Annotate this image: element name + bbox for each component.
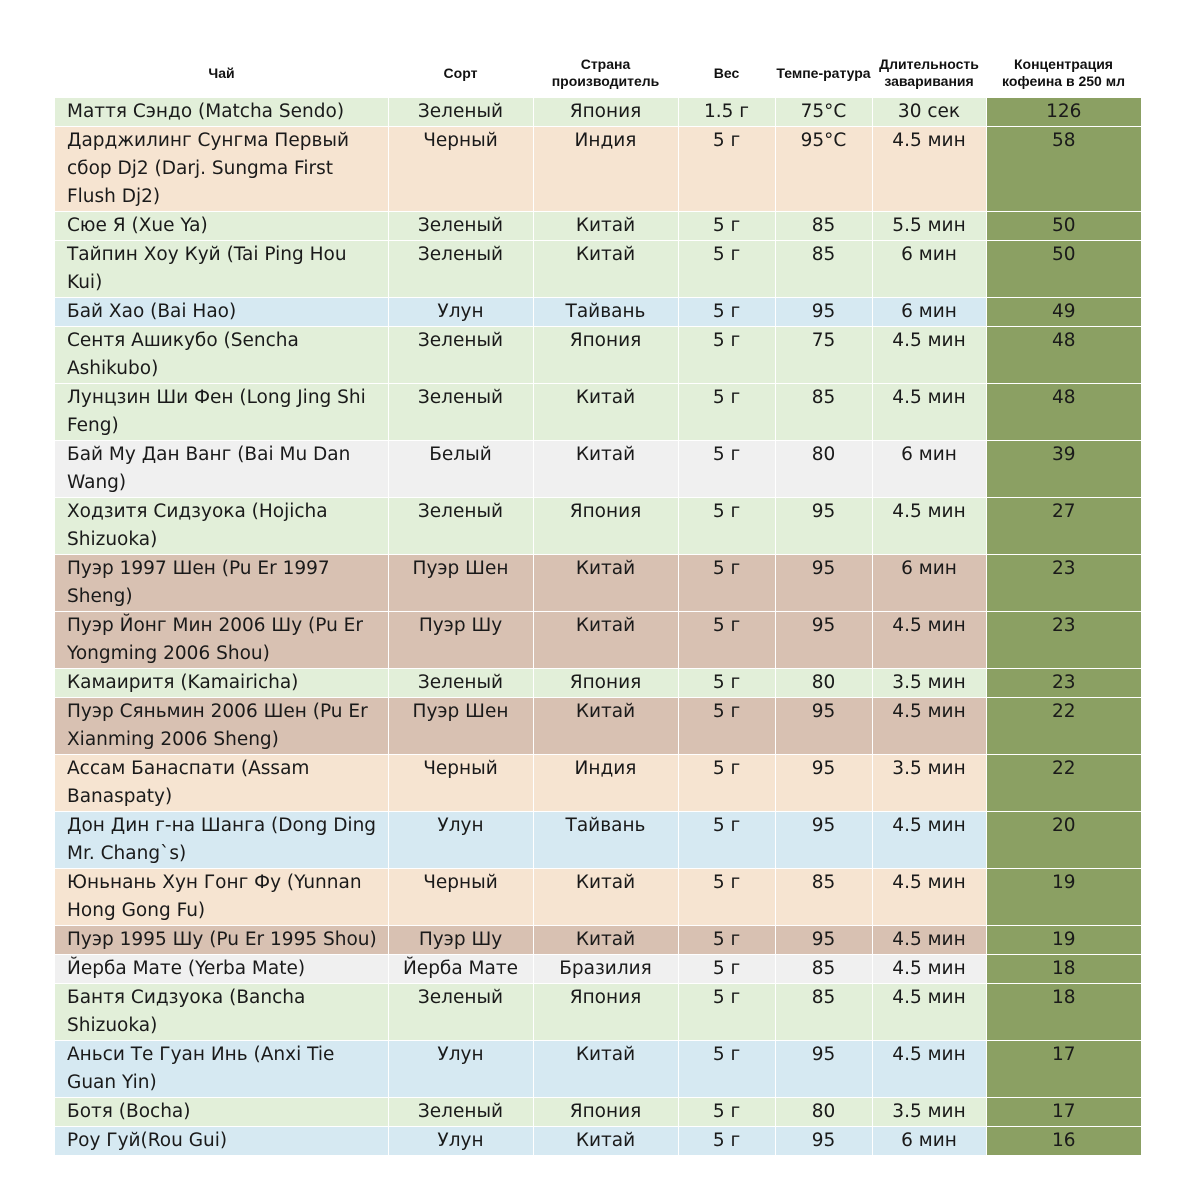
- tea-temperature-cell: 95: [775, 498, 872, 555]
- tea-caffeine-cell: 18: [986, 984, 1141, 1041]
- tea-name-cell: Дон Дин г-на Шанга (Dong Ding Mr. Chang`s): [55, 812, 388, 869]
- tea-kind-cell: Зеленый: [388, 498, 533, 555]
- tea-name-cell: Аньси Те Гуан Инь (Anxi Tie Guan Yin): [55, 1041, 388, 1098]
- tea-name-cell: Ботя (Bocha): [55, 1098, 388, 1127]
- tea-kind-cell: Зеленый: [388, 384, 533, 441]
- tea-kind-cell: Зеленый: [388, 98, 533, 127]
- tea-kind-cell: Пуэр Шен: [388, 555, 533, 612]
- tea-kind-cell: Черный: [388, 127, 533, 212]
- tea-weight-cell: 5 г: [678, 926, 775, 955]
- tea-name-cell: Пуэр 1995 Шу (Pu Er 1995 Shou): [55, 926, 388, 955]
- tea-weight-cell: 5 г: [678, 984, 775, 1041]
- tea-temperature-cell: 85: [775, 869, 872, 926]
- table-row: [55, 98, 1141, 127]
- table-row: [55, 755, 1141, 812]
- tea-country-cell: Китай: [533, 698, 678, 755]
- table-row: [55, 498, 1141, 555]
- tea-name-cell: Тайпин Хоу Куй (Tai Ping Hou Kui): [55, 241, 388, 298]
- tea-country-cell: Индия: [533, 755, 678, 812]
- tea-kind-cell: Пуэр Шу: [388, 612, 533, 669]
- tea-kind-cell: Пуэр Шу: [388, 926, 533, 955]
- tea-weight-cell: 5 г: [678, 755, 775, 812]
- tea-country-cell: Япония: [533, 498, 678, 555]
- table-row: [55, 869, 1141, 926]
- tea-weight-cell: 5 г: [678, 612, 775, 669]
- tea-duration-cell: 4.5 мин: [872, 612, 986, 669]
- tea-kind-cell: Черный: [388, 869, 533, 926]
- tea-caffeine-cell: 22: [986, 755, 1141, 812]
- tea-temperature-cell: 85: [775, 955, 872, 984]
- tea-temperature-cell: 95: [775, 298, 872, 327]
- tea-kind-cell: Улун: [388, 1041, 533, 1098]
- tea-name-cell: Сентя Ашикубо (Sencha Ashikubo): [55, 327, 388, 384]
- tea-temperature-cell: 95: [775, 755, 872, 812]
- tea-name-cell: Пуэр Йонг Мин 2006 Шу (Pu Er Yongming 2006 Shou): [55, 612, 388, 669]
- tea-caffeine-cell: 48: [986, 327, 1141, 384]
- table-row: [55, 241, 1141, 298]
- tea-temperature-cell: 75: [775, 327, 872, 384]
- tea-duration-cell: 3.5 мин: [872, 1098, 986, 1127]
- table-body: [55, 98, 1141, 1156]
- tea-country-cell: Япония: [533, 1098, 678, 1127]
- tea-country-cell: Китай: [533, 441, 678, 498]
- tea-weight-cell: 5 г: [678, 669, 775, 698]
- tea-weight-cell: 5 г: [678, 955, 775, 984]
- tea-duration-cell: 3.5 мин: [872, 669, 986, 698]
- tea-duration-cell: 6 мин: [872, 555, 986, 612]
- table-row: [55, 384, 1141, 441]
- tea-name-cell: Камаиритя (Kamairicha): [55, 669, 388, 698]
- tea-name-cell: Бантя Сидзуока (Bancha Shizuoka): [55, 984, 388, 1041]
- tea-temperature-cell: 95°C: [775, 127, 872, 212]
- tea-weight-cell: 5 г: [678, 241, 775, 298]
- tea-caffeine-cell: 23: [986, 669, 1141, 698]
- tea-weight-cell: 5 г: [678, 1127, 775, 1156]
- tea-caffeine-cell: 23: [986, 612, 1141, 669]
- tea-temperature-cell: 80: [775, 441, 872, 498]
- tea-country-cell: Бразилия: [533, 955, 678, 984]
- table-row: [55, 1098, 1141, 1127]
- tea-duration-cell: 4.5 мин: [872, 127, 986, 212]
- tea-duration-cell: 4.5 мин: [872, 1041, 986, 1098]
- header-temperature: Темпе-ратура: [776, 64, 871, 81]
- tea-duration-cell: 6 мин: [872, 298, 986, 327]
- tea-caffeine-cell: 39: [986, 441, 1141, 498]
- tea-caffeine-cell: 50: [986, 241, 1141, 298]
- tea-temperature-cell: 75°C: [775, 98, 872, 127]
- tea-country-cell: Китай: [533, 212, 678, 241]
- tea-kind-cell: Пуэр Шен: [388, 698, 533, 755]
- table-row: [55, 327, 1141, 384]
- tea-name-cell: Роу Гуй(Rou Gui): [55, 1127, 388, 1156]
- tea-duration-cell: 6 мин: [872, 441, 986, 498]
- tea-country-cell: Япония: [533, 98, 678, 127]
- tea-caffeine-cell: 17: [986, 1041, 1141, 1098]
- tea-temperature-cell: 85: [775, 212, 872, 241]
- tea-temperature-cell: 95: [775, 698, 872, 755]
- tea-temperature-cell: 95: [775, 1041, 872, 1098]
- tea-weight-cell: 5 г: [678, 212, 775, 241]
- tea-weight-cell: 5 г: [678, 698, 775, 755]
- tea-temperature-cell: 95: [775, 555, 872, 612]
- tea-duration-cell: 4.5 мин: [872, 926, 986, 955]
- tea-duration-cell: 30 сек: [872, 98, 986, 127]
- tea-temperature-cell: 85: [775, 241, 872, 298]
- tea-country-cell: Китай: [533, 555, 678, 612]
- tea-caffeine-cell: 27: [986, 498, 1141, 555]
- tea-temperature-cell: 80: [775, 1098, 872, 1127]
- tea-name-cell: Дарджилинг Сунгма Первый сбор Dj2 (Darj. Sungma First Flush Dj2): [55, 127, 388, 212]
- tea-kind-cell: Зеленый: [388, 327, 533, 384]
- tea-weight-cell: 5 г: [678, 441, 775, 498]
- header-caffeine: Концентрация кофеина в 250 мл: [1002, 56, 1125, 89]
- tea-kind-cell: Зеленый: [388, 212, 533, 241]
- header-country: Страна производитель: [551, 56, 660, 89]
- tea-country-cell: Китай: [533, 612, 678, 669]
- tea-weight-cell: 5 г: [678, 384, 775, 441]
- tea-weight-cell: 5 г: [678, 555, 775, 612]
- header-duration: Длительность заваривания: [879, 56, 979, 89]
- tea-kind-cell: Улун: [388, 812, 533, 869]
- tea-temperature-cell: 95: [775, 812, 872, 869]
- tea-duration-cell: 4.5 мин: [872, 384, 986, 441]
- table-row: [55, 984, 1141, 1041]
- tea-name-cell: Ходзитя Сидзуока (Hojicha Shizuoka): [55, 498, 388, 555]
- header-row: [55, 48, 1141, 98]
- tea-caffeine-cell: 50: [986, 212, 1141, 241]
- tea-kind-cell: Улун: [388, 1127, 533, 1156]
- table-row: [55, 555, 1141, 612]
- tea-temperature-cell: 95: [775, 926, 872, 955]
- tea-name-cell: Бай Му Дан Ванг (Bai Mu Dan Wang): [55, 441, 388, 498]
- tea-country-cell: Тайвань: [533, 812, 678, 869]
- tea-name-cell: Сюе Я (Xue Ya): [55, 212, 388, 241]
- header-tea: Чай: [208, 64, 235, 81]
- tea-caffeine-cell: 17: [986, 1098, 1141, 1127]
- tea-weight-cell: 1.5 г: [678, 98, 775, 127]
- tea-kind-cell: Зеленый: [388, 984, 533, 1041]
- tea-name-cell: Бай Хао (Bai Hao): [55, 298, 388, 327]
- tea-temperature-cell: 95: [775, 1127, 872, 1156]
- table-row: [55, 1041, 1141, 1098]
- tea-weight-cell: 5 г: [678, 498, 775, 555]
- tea-caffeine-cell: 19: [986, 869, 1141, 926]
- tea-caffeine-cell: 48: [986, 384, 1141, 441]
- tea-kind-cell: Черный: [388, 755, 533, 812]
- tea-caffeine-cell: 16: [986, 1127, 1141, 1156]
- tea-country-cell: Китай: [533, 926, 678, 955]
- table-row: [55, 698, 1141, 755]
- header-weight: Вес: [713, 64, 740, 81]
- tea-country-cell: Китай: [533, 869, 678, 926]
- tea-country-cell: Китай: [533, 1127, 678, 1156]
- tea-duration-cell: 5.5 мин: [872, 212, 986, 241]
- tea-country-cell: Япония: [533, 327, 678, 384]
- table-row: [55, 127, 1141, 212]
- tea-country-cell: Тайвань: [533, 298, 678, 327]
- tea-temperature-cell: 95: [775, 612, 872, 669]
- table-row: [55, 926, 1141, 955]
- tea-caffeine-cell: 58: [986, 127, 1141, 212]
- header-kind: Сорт: [443, 64, 478, 81]
- table-row: [55, 212, 1141, 241]
- tea-caffeine-cell: 18: [986, 955, 1141, 984]
- tea-weight-cell: 5 г: [678, 1098, 775, 1127]
- tea-duration-cell: 4.5 мин: [872, 498, 986, 555]
- table-row: [55, 441, 1141, 498]
- tea-kind-cell: Белый: [388, 441, 533, 498]
- tea-country-cell: Китай: [533, 384, 678, 441]
- tea-country-cell: Индия: [533, 127, 678, 212]
- tea-caffeine-cell: 23: [986, 555, 1141, 612]
- tea-country-cell: Китай: [533, 1041, 678, 1098]
- table-row: [55, 612, 1141, 669]
- tea-country-cell: Япония: [533, 669, 678, 698]
- tea-duration-cell: 4.5 мин: [872, 327, 986, 384]
- tea-caffeine-cell: 22: [986, 698, 1141, 755]
- tea-weight-cell: 5 г: [678, 869, 775, 926]
- tea-kind-cell: Зеленый: [388, 669, 533, 698]
- tea-caffeine-cell: 49: [986, 298, 1141, 327]
- tea-duration-cell: 4.5 мин: [872, 812, 986, 869]
- tea-kind-cell: Зеленый: [388, 1098, 533, 1127]
- tea-duration-cell: 3.5 мин: [872, 755, 986, 812]
- tea-kind-cell: Улун: [388, 298, 533, 327]
- table-row: [55, 812, 1141, 869]
- tea-country-cell: Япония: [533, 984, 678, 1041]
- tea-name-cell: Лунцзин Ши Фен (Long Jing Shi Feng): [55, 384, 388, 441]
- tea-duration-cell: 4.5 мин: [872, 698, 986, 755]
- tea-country-cell: Китай: [533, 241, 678, 298]
- tea-kind-cell: Йерба Мате: [388, 955, 533, 984]
- tea-caffeine-cell: 19: [986, 926, 1141, 955]
- tea-duration-cell: 4.5 мин: [872, 869, 986, 926]
- tea-name-cell: Маття Сэндо (Matcha Sendo): [55, 98, 388, 127]
- tea-name-cell: Йерба Мате (Yerba Mate): [55, 955, 388, 984]
- tea-caffeine-table: [55, 48, 1141, 1156]
- tea-weight-cell: 5 г: [678, 298, 775, 327]
- tea-caffeine-cell: 20: [986, 812, 1141, 869]
- tea-weight-cell: 5 г: [678, 812, 775, 869]
- table-row: [55, 669, 1141, 698]
- tea-weight-cell: 5 г: [678, 1041, 775, 1098]
- tea-duration-cell: 4.5 мин: [872, 984, 986, 1041]
- tea-kind-cell: Зеленый: [388, 241, 533, 298]
- tea-name-cell: Ассам Банаспати (Assam Banaspaty): [55, 755, 388, 812]
- table-row: [55, 1127, 1141, 1156]
- tea-duration-cell: 6 мин: [872, 241, 986, 298]
- table-row: [55, 955, 1141, 984]
- tea-name-cell: Пуэр Сяньмин 2006 Шен (Pu Er Xianming 2006 Sheng): [55, 698, 388, 755]
- tea-weight-cell: 5 г: [678, 327, 775, 384]
- table-row: [55, 298, 1141, 327]
- tea-temperature-cell: 85: [775, 984, 872, 1041]
- tea-name-cell: Пуэр 1997 Шен (Pu Er 1997 Sheng): [55, 555, 388, 612]
- tea-caffeine-cell: 126: [986, 98, 1141, 127]
- tea-temperature-cell: 85: [775, 384, 872, 441]
- tea-temperature-cell: 80: [775, 669, 872, 698]
- tea-duration-cell: 6 мин: [872, 1127, 986, 1156]
- tea-name-cell: Юньнань Хун Гонг Фу (Yunnan Hong Gong Fu): [55, 869, 388, 926]
- tea-duration-cell: 4.5 мин: [872, 955, 986, 984]
- tea-weight-cell: 5 г: [678, 127, 775, 212]
